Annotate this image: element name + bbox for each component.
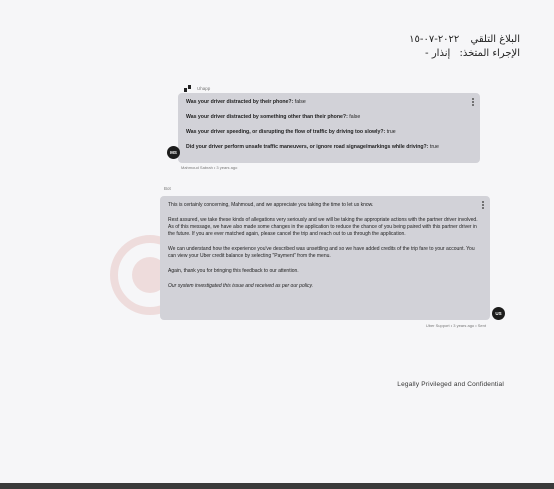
- arabic-header: [409, 34, 520, 59]
- message-paragraph: This is certainly concerning, Mahmoud, and we appreciate you taking the time to let us know.: [168, 202, 374, 208]
- qa-item: [186, 99, 472, 106]
- avatar-initials: MS: [170, 150, 177, 155]
- arabic-title-line: [409, 34, 520, 45]
- arabic-title: البلاغ التلقي: [470, 34, 520, 45]
- message-paragraph: Our system investigated this issue and received as per our policy.: [168, 283, 313, 289]
- message-meta: Uber Support • 3 years ago • Sent: [425, 323, 486, 328]
- message-paragraph: We can understand how the experience you've described was unsettling and so we have added credits of the trip fare to your account. You can view your Uber credit balance by selecting "Payment" from the menu.: [168, 246, 475, 259]
- answer-text: false: [349, 114, 361, 120]
- message-paragraph: Rest assured, we take these kinds of allegations very seriously and we will be taking the appropriate actions with the partner driver involved. As of this message, we have also made some changes in the application to reduce the chance of you being paired with this partner driver in the future. If you are ever matched again, please cancel the trip and reach out to us through the application.: [168, 217, 478, 237]
- avatar: [492, 307, 505, 320]
- question-text: Was your driver speeding, or disrupting the flow of traffic by driving too slowly?:: [186, 129, 386, 135]
- more-options-icon[interactable]: [482, 201, 484, 209]
- answer-text: false: [294, 99, 306, 105]
- arabic-date: ٢٠٢٢-٠٧-١٥: [409, 34, 460, 45]
- message-paragraph: Again, thank you for bringing this feedback to our attention.: [168, 268, 299, 274]
- sender-name: Uhapp: [197, 86, 211, 91]
- answer-text: true: [386, 129, 396, 135]
- avatar-initials: US: [495, 311, 502, 316]
- answer-text: true: [429, 144, 439, 150]
- user-message-bubble: [178, 93, 480, 163]
- message-meta: Mahmoud Sabrah • 3 years ago: [181, 165, 238, 170]
- question-text: Was your driver distracted by their phone?:: [186, 99, 294, 105]
- more-options-icon[interactable]: [472, 98, 474, 106]
- arabic-action-label: الإجراء المتخذ:: [459, 48, 520, 59]
- question-text: Was your driver distracted by something other than their phone?:: [186, 114, 348, 120]
- question-text: Did your driver perform unsafe traffic maneuvers, or ignore road signage/markings while driving?:: [186, 144, 429, 150]
- sender-row: [184, 85, 210, 92]
- qa-item: [186, 129, 472, 136]
- qa-item: [186, 144, 472, 151]
- legal-notice: Legally Privileged and Confidential: [397, 381, 504, 388]
- bottom-edge-bar: [0, 483, 554, 489]
- arabic-dash: -: [425, 48, 429, 59]
- arabic-action-line: [409, 48, 520, 59]
- bot-message-bubble: [160, 196, 490, 320]
- avatar: [167, 146, 180, 159]
- arabic-action-value: إنذار: [431, 48, 451, 59]
- bot-label: Bot: [164, 186, 171, 191]
- qa-item: [186, 114, 472, 121]
- app-logo-icon: [184, 85, 193, 92]
